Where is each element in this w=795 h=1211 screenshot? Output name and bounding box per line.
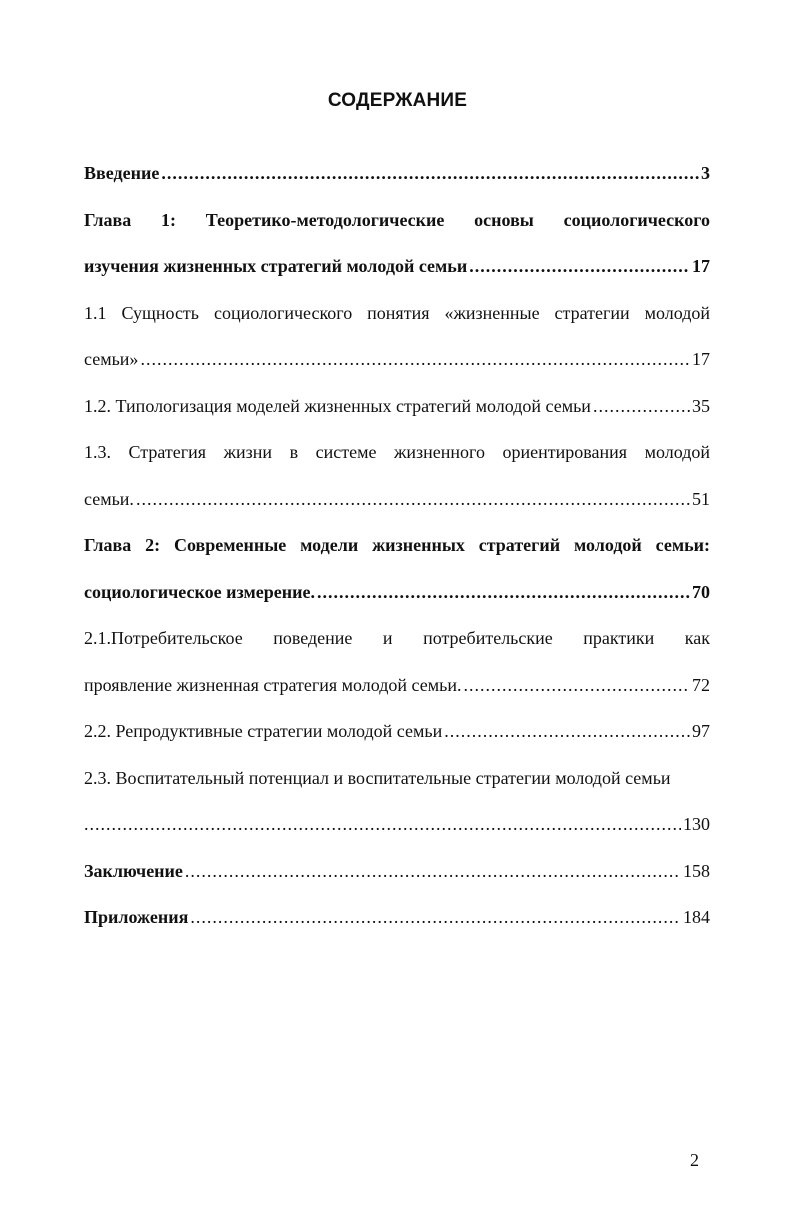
toc-page: 130 (683, 814, 710, 834)
toc-page: 51 (692, 488, 710, 509)
toc-entry-s12[interactable] (84, 383, 710, 430)
page-title: СОДЕРЖАНИЕ (327, 90, 468, 111)
toc-page: 97 (692, 721, 710, 741)
toc-entry-s21-line1[interactable]: 2.1.Потребительское поведение и потребительские практики как (84, 628, 710, 648)
toc-page: 35 (692, 395, 710, 416)
leader-dots (317, 569, 690, 616)
toc-page: 17 (692, 256, 710, 276)
toc-entry-intro[interactable] (84, 150, 710, 197)
toc-label: социологическое измерение. (84, 581, 315, 602)
toc-page: 3 (701, 163, 710, 183)
toc-page: 184 (683, 907, 710, 927)
toc-entry-conclusion[interactable] (84, 848, 710, 895)
leader-dots (444, 708, 690, 755)
toc-label: Введение (84, 163, 160, 183)
toc-page: 72 (692, 674, 710, 695)
toc-page: 70 (692, 581, 710, 602)
toc-entry-ch1[interactable] (84, 243, 710, 290)
toc-entry-ch2-line1[interactable]: Глава 2: Современные модели жизненных стратегий молодой семьи: (84, 535, 710, 555)
toc-entry-s23[interactable] (84, 801, 710, 848)
toc-entry-appendix[interactable] (84, 894, 710, 941)
toc-entry-s13-line1[interactable]: 1.3. Стратегия жизни в системе жизненного ориентирования молодой (84, 442, 710, 462)
toc-label: 2.2. Репродуктивные стратегии молодой семьи (84, 721, 443, 741)
leader-dots (469, 243, 690, 290)
toc-label: изучения жизненных стратегий молодой семьи (84, 256, 468, 276)
toc-entry-s11[interactable] (84, 336, 710, 383)
toc-page: 17 (692, 349, 710, 369)
leader-dots (190, 894, 681, 941)
toc-label: проявление жизненная стратегия молодой семьи. (84, 674, 462, 695)
toc-label: семьи. (84, 488, 134, 509)
leader-dots (136, 476, 690, 523)
leader-dots (185, 848, 681, 895)
toc-label: 1.2. Типологизация моделей жизненных стратегий молодой семьи (84, 395, 591, 416)
toc-entry-ch1-line1[interactable]: Глава 1: Теоретико-методологические основы социологического (84, 209, 710, 230)
toc-entry-s11-line1[interactable]: 1.1 Сущность социологического понятия «жизненные стратегии молодой (84, 302, 710, 323)
toc-label: семьи» (84, 349, 139, 369)
table-of-contents (84, 150, 710, 941)
leader-dots (161, 150, 699, 197)
toc-entry-s22[interactable] (84, 708, 710, 755)
page-number: 2 (690, 1150, 699, 1170)
leader-dots (84, 801, 681, 848)
toc-label: Приложения (84, 907, 189, 927)
toc-entry-ch2[interactable] (84, 569, 710, 616)
toc-label: 2.3. Воспитательный потенциал и воспитательные стратегии молодой семьи (84, 767, 671, 788)
leader-dots (140, 336, 690, 383)
toc-page: 158 (683, 860, 710, 881)
leader-dots (463, 662, 690, 709)
toc-entry-s13[interactable] (84, 476, 710, 523)
toc-label: Заключение (84, 860, 183, 881)
leader-dots (593, 383, 690, 430)
toc-entry-s21[interactable] (84, 662, 710, 709)
toc-entry-s23-line1[interactable] (84, 755, 710, 802)
